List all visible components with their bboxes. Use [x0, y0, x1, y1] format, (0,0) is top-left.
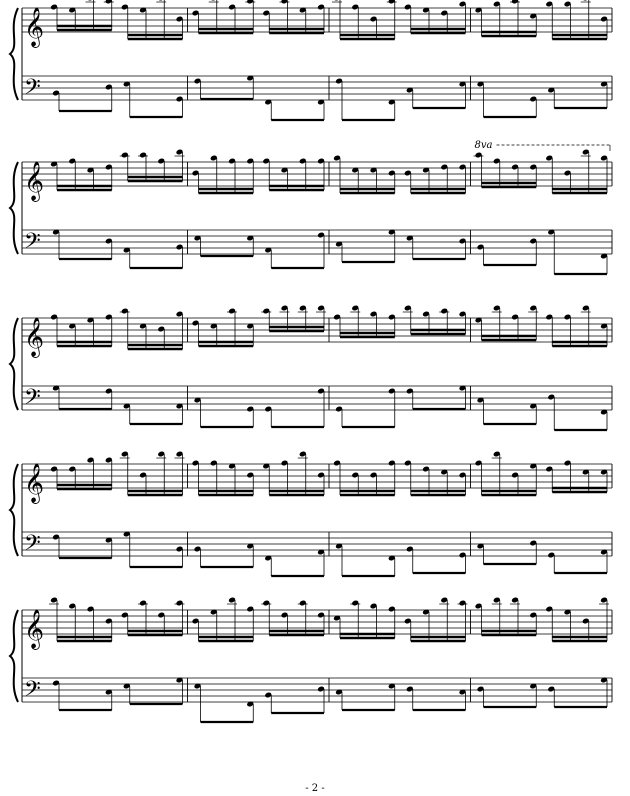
bass-clef-icon: 𝄢 [24, 385, 41, 415]
bass-clef-icon: 𝄢 [24, 677, 41, 707]
page-number: - 2 - [305, 783, 325, 794]
bass-clef-icon: 𝄢 [24, 75, 41, 105]
brace [10, 464, 18, 556]
bass-clef-icon: 𝄢 [24, 531, 41, 561]
treble-clef-icon: 𝄞 [24, 317, 45, 357]
brace [10, 610, 18, 702]
treble-clef-icon: 𝄞 [24, 161, 45, 201]
ottava-mark: 8va [474, 140, 493, 151]
brace [10, 162, 18, 254]
treble-clef-icon: 𝄞 [24, 609, 45, 649]
treble-clef-icon: 𝄞 [24, 463, 45, 503]
brace [10, 8, 18, 100]
bass-clef-icon: 𝄢 [24, 229, 41, 259]
treble-clef-icon: 𝄞 [24, 7, 45, 47]
brace [10, 318, 18, 410]
